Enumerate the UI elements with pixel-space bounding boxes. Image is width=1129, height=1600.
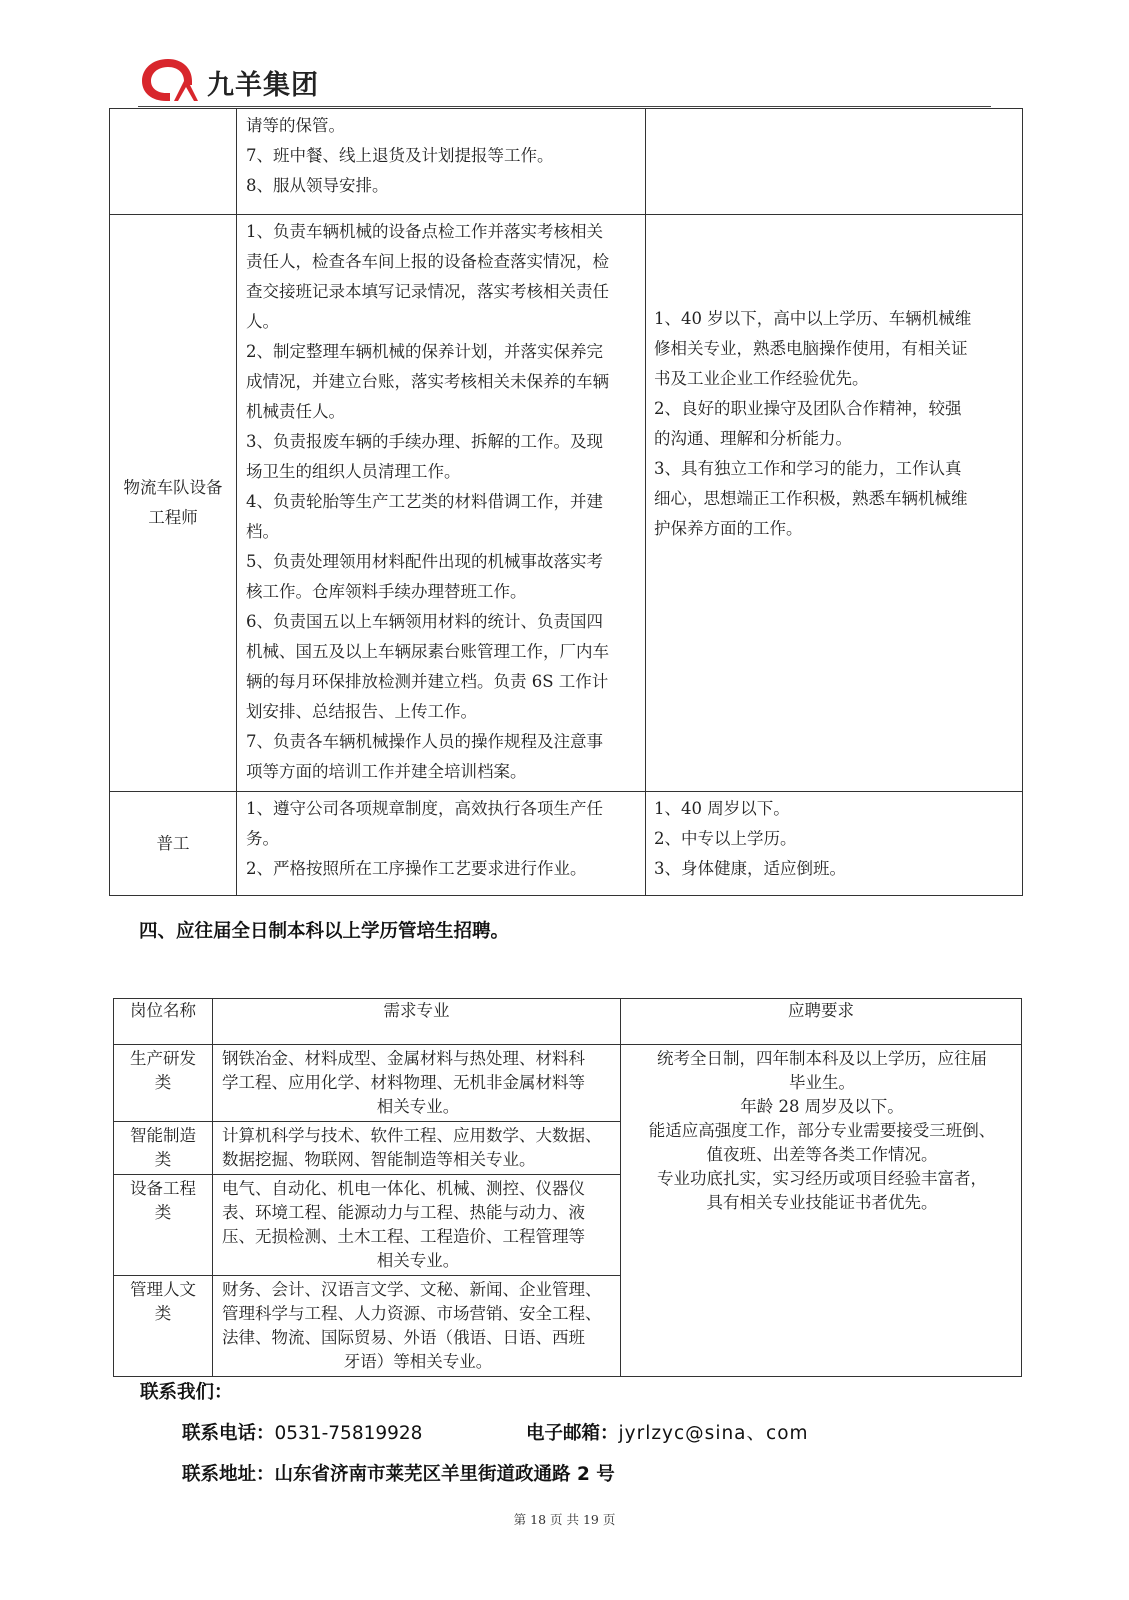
duty-line: 人。 [246,312,279,331]
duty-line: 6、负责国五以上车辆领用材料的统计、负责国四 [246,612,603,631]
majors-cell [213,1276,621,1377]
requirement-line: 1、40 周岁以下。 [654,799,790,818]
position-name: 生产研发 [130,1049,196,1068]
major-line: 电气、自动化、机电一体化、机械、测控、仪器仪 [222,1179,585,1198]
address-text: 山东省济南市莱芜区羊里街道政通路 2 号 [274,1464,615,1485]
job-duties-cell [237,792,646,896]
major-line: 学工程、应用化学、材料物理、无机非金属材料等 [222,1073,585,1092]
requirement-line: 细心，思想端正工作积极，熟悉车辆机械维 [654,489,968,508]
phone-label: 联系电话： [182,1423,275,1444]
requirement-line: 年龄 28 周岁及以下。 [740,1097,904,1116]
job-title-cell [110,792,237,896]
contact-email [526,1419,809,1445]
duty-line: 务。 [246,829,279,848]
major-line: 相关专业。 [376,1097,460,1116]
requirement-line: 修相关专业，熟悉电脑操作使用，有相关证 [654,339,968,358]
company-name: 九羊集团 [207,70,319,101]
requirement-line: 1、40 岁以下，高中以上学历、车辆机械维 [654,309,972,328]
table-header-row [114,999,1022,1045]
position-name: 管理人文 [130,1280,196,1299]
position-name: 智能制造 [130,1126,196,1145]
column-header: 岗位名称 [114,999,213,1045]
major-line: 压、无损检测、土木工程、工程造价、工程管理等 [222,1227,585,1246]
requirement-line: 3、具有独立工作和学习的能力，工作认真 [654,459,962,478]
trainee-table [113,998,1022,1377]
position-name-cell [114,1122,213,1175]
requirement-line: 的沟通、理解和分析能力。 [654,429,852,448]
position-name-cell [114,1175,213,1276]
column-header: 应聘要求 [621,999,1022,1045]
duty-line: 机械责任人。 [246,402,345,421]
contact-phone [182,1419,422,1445]
job-title: 物流车队设备 [123,478,223,497]
duty-line: 3、负责报废车辆的手续办理、拆解的工作。及现 [246,432,603,451]
position-name: 类 [154,1073,172,1092]
major-line: 牙语）等相关专业。 [343,1352,493,1371]
position-name-cell [114,1045,213,1122]
duty-line: 8、服从领导安排。 [246,176,389,195]
requirement-line: 书及工业企业工作经验优先。 [654,369,869,388]
duty-line: 档。 [246,522,279,541]
contact-title: 联系我们： [140,1382,233,1403]
requirement-line: 能适应高强度工作，部分专业需要接受三班倒、 [648,1121,996,1140]
requirement-line: 具有相关专业技能证书者优先。 [706,1193,938,1212]
majors-cell [213,1175,621,1276]
major-line: 财务、会计、汉语言文学、文秘、新闻、企业管理、 [222,1280,602,1299]
job-title: 工程师 [148,508,198,527]
job-title: 普工 [156,833,190,853]
position-name-cell [114,1276,213,1377]
job-title-cell [110,109,237,215]
email-label: 电子邮箱： [526,1423,619,1444]
major-line: 计算机科学与技术、软件工程、应用数学、大数据、 [222,1126,602,1145]
duty-line: 项等方面的培训工作并建全培训档案。 [246,762,527,781]
section-title: 四、应往届全日制本科以上学历管培生招聘。 [139,921,510,942]
column-header: 需求专业 [213,999,621,1045]
table-row [114,1045,1022,1122]
requirement-line: 护保养方面的工作。 [654,519,803,538]
duty-line: 2、制定整理车辆机械的保养计划，并落实保养完 [246,342,603,361]
requirement-line: 专业功底扎实，实习经历或项目经验丰富者， [657,1169,987,1188]
requirement-line: 毕业生。 [789,1073,855,1092]
major-line: 管理科学与工程、人力资源、市场营销、安全工程、 [222,1304,602,1323]
duty-line: 请等的保管。 [246,116,345,135]
phone-number: 0531-75819928 [274,1423,423,1444]
job-table [109,108,1023,896]
duty-line: 责任人，检查各车间上报的设备检查落实情况，检 [246,252,609,271]
duty-line: 查交接班记录本填写记录情况，落实考核相关责任 [246,282,609,301]
major-line: 数据挖掘、物联网、智能制造等相关专业。 [222,1150,536,1169]
job-duties-cell [237,109,646,215]
address-label: 联系地址： [182,1464,275,1485]
job-requirements-cell [646,792,1023,896]
duty-line: 1、遵守公司各项规章制度，高效执行各项生产任 [246,799,603,818]
duty-line: 1、负责车辆机械的设备点检工作并落实考核相关 [246,222,603,241]
majors-cell [213,1122,621,1175]
job-requirements-cell [646,215,1023,792]
requirement-line: 2、良好的职业操守及团队合作精神，较强 [654,399,962,418]
duty-line: 2、严格按照所在工序操作工艺要求进行作业。 [246,859,587,878]
position-name: 类 [154,1150,172,1169]
table-row [110,215,1023,792]
duty-line: 成情况，并建立台账，落实考核相关未保养的车辆 [246,372,609,391]
header-divider [138,106,991,107]
major-line: 法律、物流、国际贸易、外语（俄语、日语、西班 [222,1328,585,1347]
majors-cell [213,1045,621,1122]
position-name: 设备工程 [130,1179,196,1198]
duty-line: 7、班中餐、线上退货及计划提报等工作。 [246,146,554,165]
table-row [110,792,1023,896]
requirement-line: 2、中专以上学历。 [654,829,797,848]
duty-line: 4、负责轮胎等生产工艺类的材料借调工作，并建 [246,492,603,511]
duty-line: 核工作。仓库领料手续办理替班工作。 [246,582,527,601]
position-name: 类 [154,1304,172,1323]
requirement-line: 3、身体健康，适应倒班。 [654,859,846,878]
duty-line: 场卫生的组织人员清理工作。 [246,462,461,481]
table-row [110,109,1023,215]
contact-address [182,1460,615,1486]
job-duties-cell [237,215,646,792]
major-line: 相关专业。 [376,1251,460,1270]
major-line: 钢铁冶金、材料成型、金属材料与热处理、材料科 [222,1049,585,1068]
position-name: 类 [154,1203,172,1222]
job-requirements-cell [646,109,1023,215]
major-line: 表、环境工程、能源动力与工程、热能与动力、液 [222,1203,585,1222]
duty-line: 7、负责各车辆机械操作人员的操作规程及注意事 [246,732,603,751]
duty-line: 机械、国五及以上车辆尿素台账管理工作，厂内车 [246,642,609,661]
duty-line: 辆的每月环保排放检测并建立档。负责 6S 工作计 [246,672,609,691]
page-number: 第 18 页 共 19 页 [513,1512,616,1527]
job-title-cell [110,215,237,792]
duty-line: 划安排、总结报告、上传工作。 [246,702,477,721]
duty-line: 5、负责处理领用材料配件出现的机械事故落实考 [246,552,603,571]
email-address: jyrlzyc@sina、com [618,1423,809,1444]
requirement-line: 值夜班、出差等各类工作情况。 [706,1145,938,1164]
requirement-line: 统考全日制，四年制本科及以上学历，应往届 [657,1049,987,1068]
trainee-requirements-cell [621,1045,1022,1377]
